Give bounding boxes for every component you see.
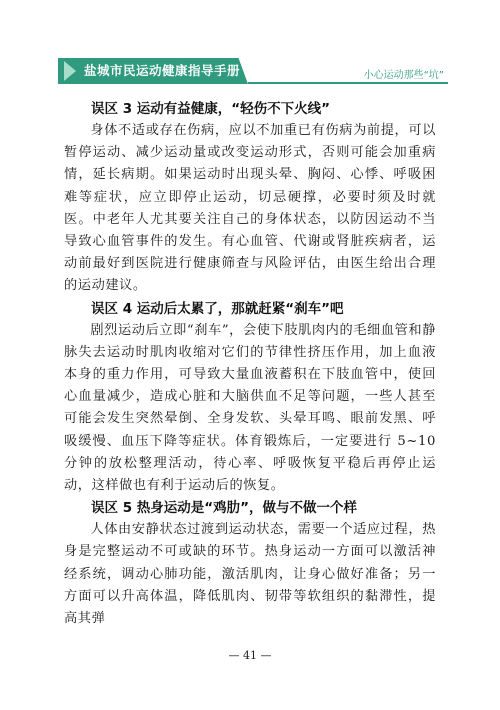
section-heading: 误区 3 运动有益健康，“轻伤不下火线” <box>91 101 331 117</box>
header-arrow-icon <box>64 61 76 81</box>
book-title: 盐城市民运动健康指导手册 <box>84 63 241 78</box>
page-header <box>0 0 500 90</box>
page-body <box>64 98 436 630</box>
section-paragraph: 剧烈运动后立即“刹车”，会使下肢肌肉内的毛细血管和静脉失去运动时肌肉收缩对它们的节律性挤压作用，加上血液本身的重力作用，可导致大量血液蓄积在下肢血管中，使回心血量减少，造成心脏和大脑供血不足等问题，一些人甚至可能会发生突然晕倒、全身发软、头晕耳鸣、眼前发黑、呼吸缓慢、血压下降等症状。体育锻炼后，一定要进行 5~10 分钟的放松整理活动，待心率、呼吸恢复平稳后再停止运动，这样做也有利于运动后的恢复。 <box>64 322 436 494</box>
section-paragraph: 身体不适或存在伤病，应以不加重已有伤病为前提，可以暂停运动、减少运动量或改变运动形式，否则可能会加重病情，延长病期。如果运动时出现头晕、胸闷、心悸、呼吸困难等症状，应立即停止运动，切忌硬撑，必要时须及时就医。中老年人尤其要关注自己的身体状态，以防因运动不当导致心血管事件的发生。有心血管、代谢或肾脏疾病者，运动前最好到医院进行健康筛查与风险评估，由医生给出合理的运动建议。 <box>64 123 436 294</box>
section-heading: 误区 5 热身运动是“鸡肋”，做与不做一个样 <box>91 500 358 517</box>
section-title: 小心运动那些“坑” <box>363 70 444 81</box>
section-heading: 误区 4 运动后太累了，那就赶紧“刹车”吧 <box>91 300 344 317</box>
header-rule <box>248 82 448 84</box>
section-paragraph: 人体由安静状态过渡到运动状态，需要一个适应过程，热身是完整运动不可或缺的环节。热身运动一方面可以激活神经系统，调动心肺功能，激活肌肉，让身心做好准备；另一方面可以升高体温，降低肌肉、韧带等软组织的黏滞性，提高其弹 <box>64 522 436 627</box>
page-number: — 41 — <box>228 649 272 662</box>
